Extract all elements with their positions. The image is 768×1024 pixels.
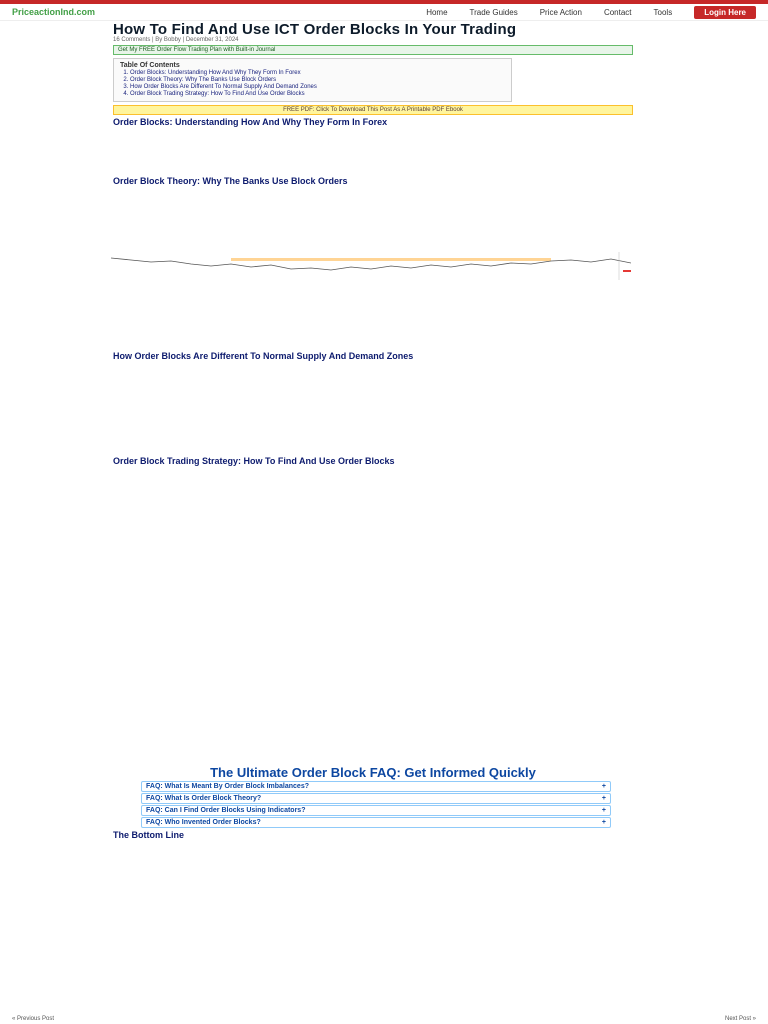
faq-item[interactable] (141, 817, 611, 828)
expand-icon: + (601, 819, 606, 826)
expand-icon: + (601, 795, 606, 802)
logo-main: Pricea (12, 7, 40, 17)
faq-question: FAQ: Who Invented Order Blocks? (146, 819, 261, 826)
order-block-zone (231, 258, 551, 261)
nav-tools[interactable]: Tools (653, 7, 673, 17)
image-placeholder (113, 597, 633, 625)
section-body-3 (113, 362, 633, 414)
promo-link[interactable]: Get My FREE Order Flow Trading Plan with Built-in Journal (113, 45, 633, 55)
faq-question: FAQ: What Is Meant By Order Block Imbalances? (146, 783, 309, 790)
section-heading: Order Block Theory: Why The Banks Use Block Orders (113, 176, 348, 186)
section-body-1 (113, 128, 633, 174)
toc-item[interactable]: 3. How Order Blocks Are Different To Normal Supply And Demand Zones (130, 84, 505, 91)
section-heading: The Bottom Line (113, 830, 184, 840)
section-heading: Order Blocks: Understanding How And Why They Form In Forex (113, 117, 388, 127)
article-meta: 16 Comments | By Bobby | December 31, 2024 (113, 37, 239, 43)
section-heading: Order Block Trading Strategy: How To Find And Use Order Blocks (113, 456, 395, 466)
logo-accent: ctionInd.com (39, 7, 96, 17)
nav-price-action[interactable]: Price Action (539, 7, 582, 17)
nav-home[interactable]: Home (426, 7, 448, 17)
main-nav (426, 6, 756, 19)
toc-title: Table Of Contents (120, 62, 180, 69)
image-placeholder (113, 521, 633, 549)
site-header (0, 4, 768, 21)
nav-contact[interactable]: Contact (603, 7, 632, 17)
section-body-4d (113, 709, 633, 735)
site-logo[interactable] (12, 7, 95, 17)
faq-item[interactable] (141, 805, 611, 816)
post-navigation (0, 1016, 768, 1024)
login-button[interactable]: Login Here (694, 6, 756, 19)
chart-svg (111, 252, 631, 280)
section-body-4c (113, 625, 633, 669)
previous-post-link[interactable]: « Previous Post (12, 1016, 55, 1022)
faq-item[interactable] (141, 793, 611, 804)
image-placeholder (113, 669, 633, 709)
section-body-4b (113, 549, 633, 597)
expand-icon: + (601, 783, 606, 790)
image-placeholder (113, 414, 633, 454)
pdf-download-banner[interactable]: FREE PDF: Click To Download This Post As A Printable PDF Ebook (113, 105, 633, 115)
image-placeholder (113, 735, 633, 763)
faq-question: FAQ: What Is Order Block Theory? (146, 795, 262, 802)
faq-list (141, 781, 611, 828)
current-price-marker (623, 270, 631, 272)
section-body-2 (113, 187, 633, 249)
article-body (0, 23, 633, 840)
toc-item[interactable]: 1. Order Blocks: Understanding How And Why They Form In Forex (130, 70, 505, 77)
section-heading: How Order Blocks Are Different To Normal Supply And Demand Zones (113, 351, 414, 361)
next-post-link[interactable]: Next Post » (724, 1016, 756, 1022)
article-title: How To Find And Use ICT Order Blocks In Your Trading (113, 21, 517, 38)
nav-trade-guides[interactable]: Trade Guides (469, 7, 518, 17)
faq-title: The Ultimate Order Block FAQ: Get Informed Quickly (210, 765, 536, 780)
section-body-2b (113, 283, 633, 349)
price-chart-image (111, 252, 631, 280)
expand-icon: + (601, 807, 606, 814)
table-of-contents (113, 58, 512, 102)
section-body-4 (113, 467, 633, 521)
toc-item[interactable]: 4. Order Block Trading Strategy: How To Find And Use Order Blocks (130, 91, 505, 98)
toc-item[interactable]: 2. Order Block Theory: Why The Banks Use Block Orders (130, 77, 505, 84)
faq-question: FAQ: Can I Find Order Blocks Using Indicators? (146, 807, 306, 814)
faq-item[interactable] (141, 781, 611, 792)
